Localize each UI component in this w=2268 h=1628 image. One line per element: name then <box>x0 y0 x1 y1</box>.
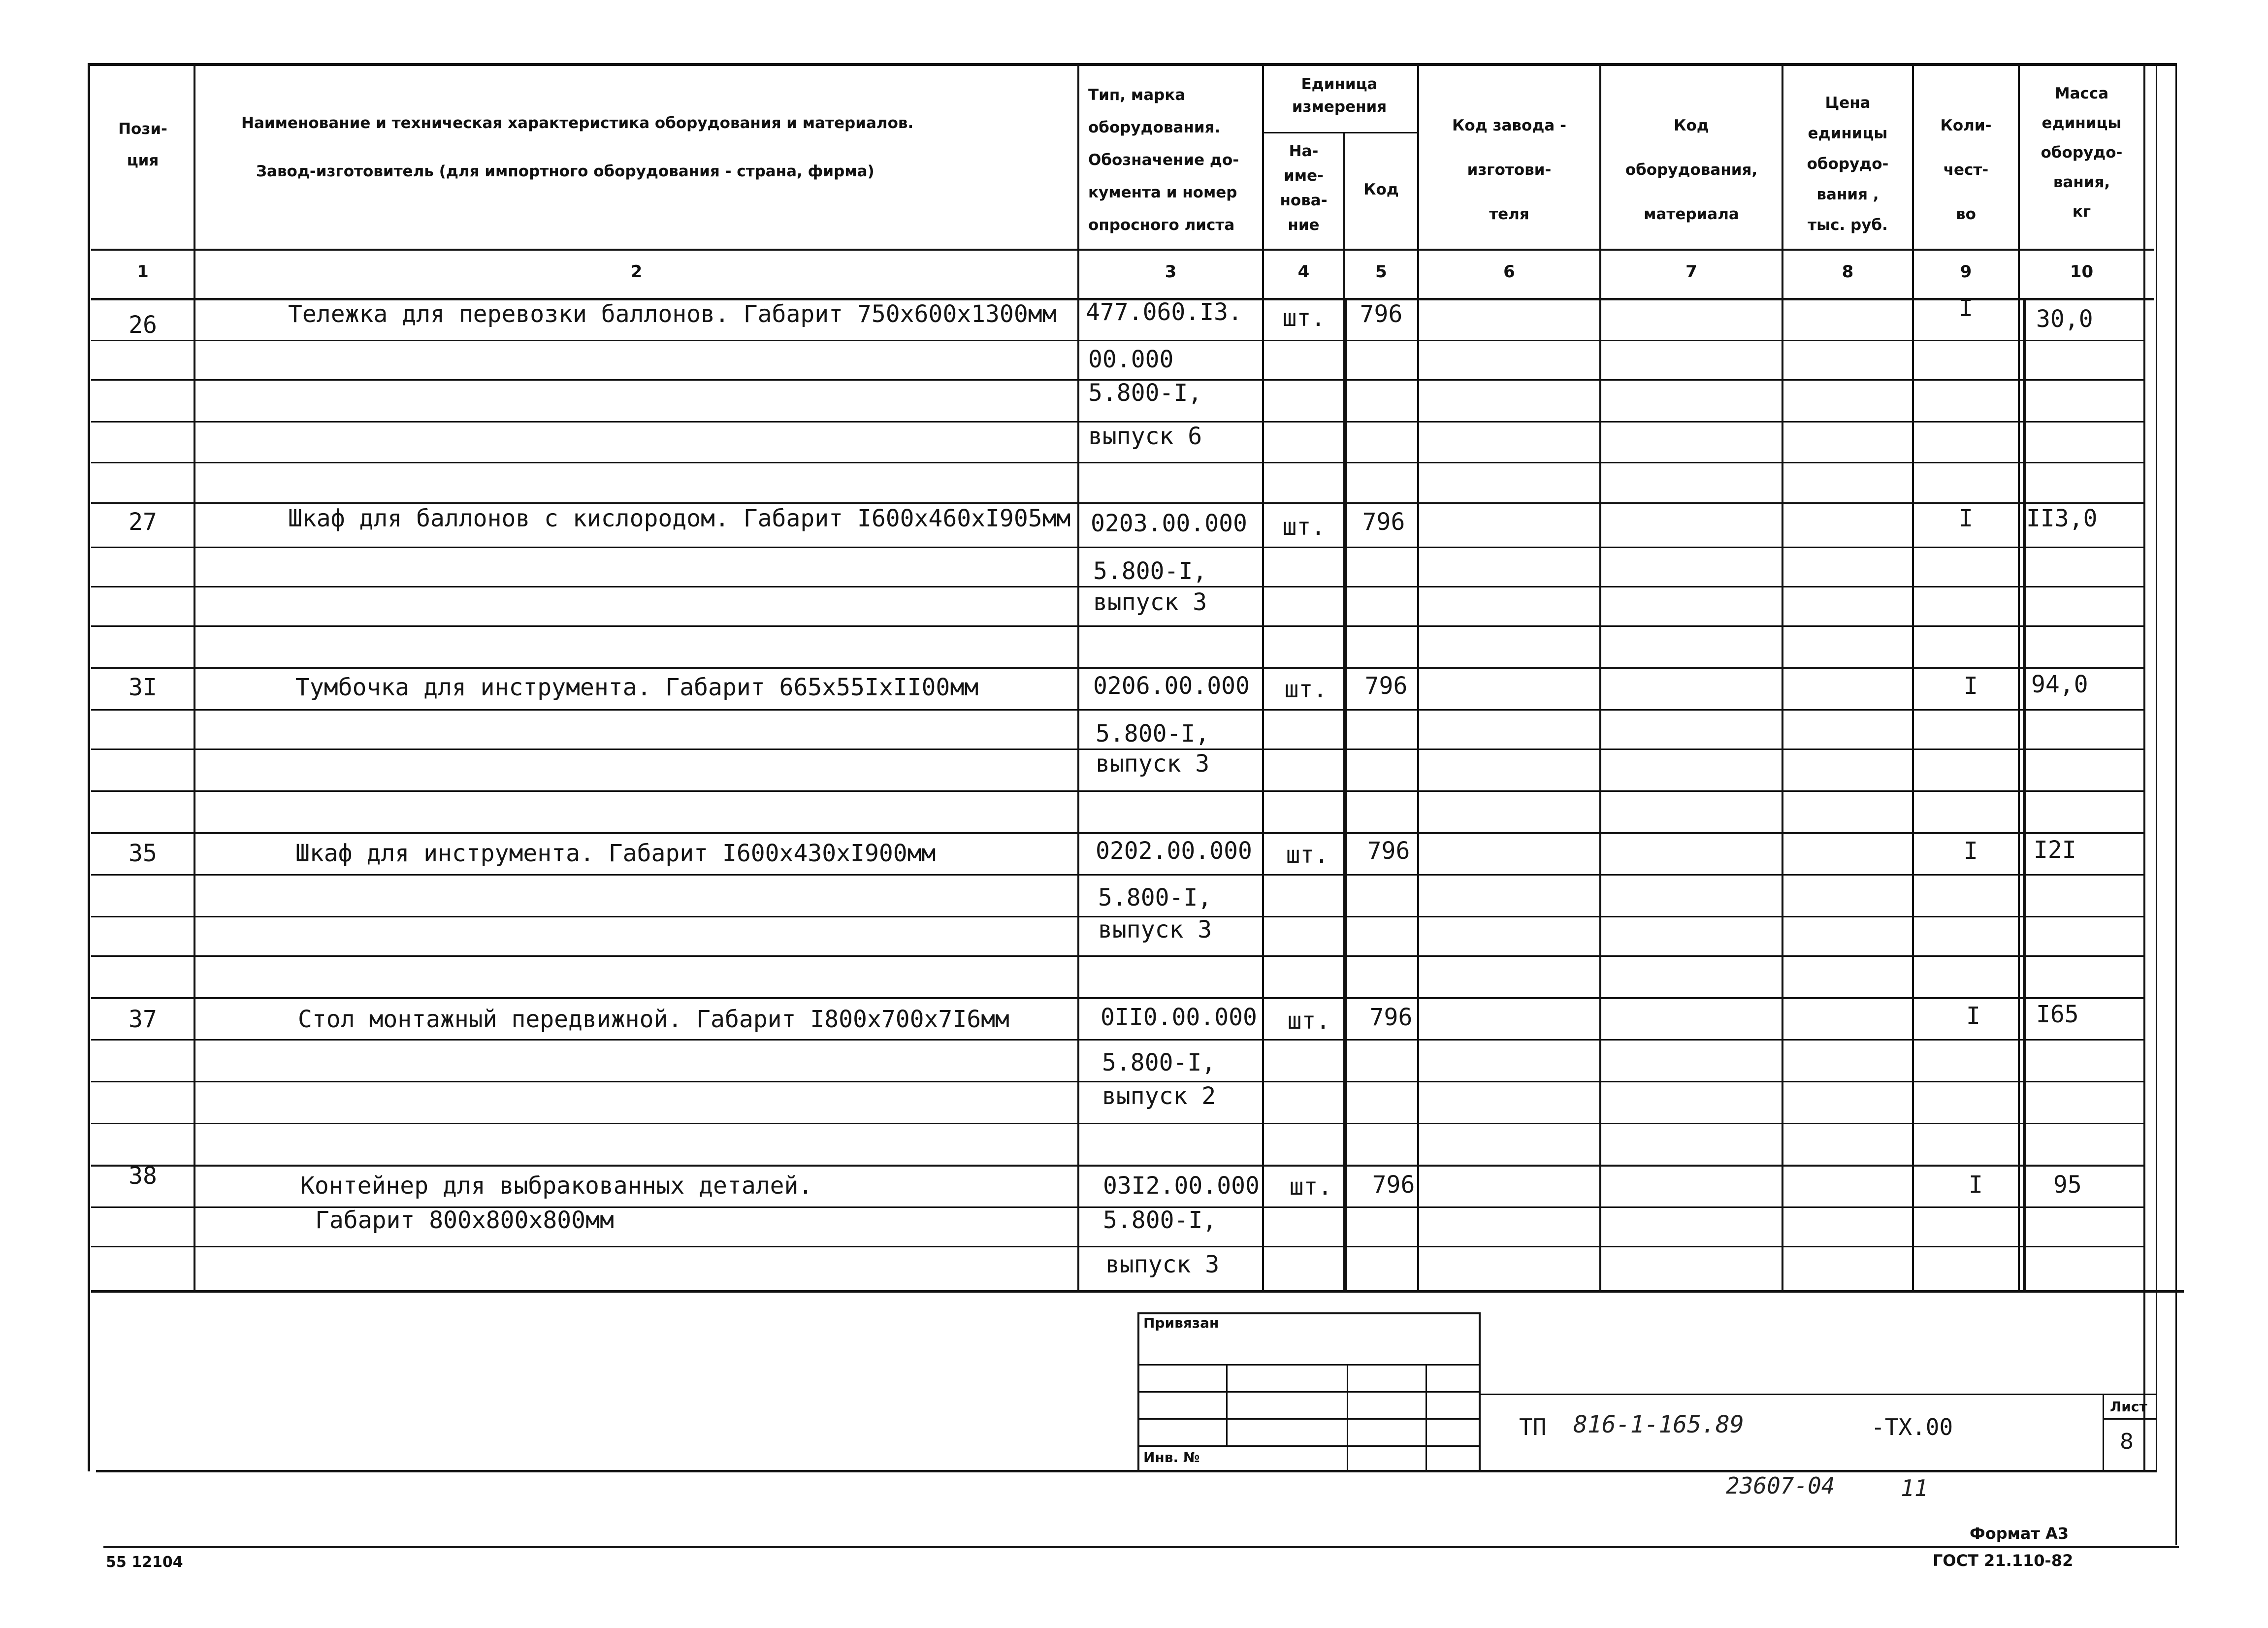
row-unit: шт. <box>1289 1173 1332 1201</box>
row-name: Стол монтажный передвижной. Габарит I800х700х7I6мм <box>298 1006 1009 1033</box>
column-number-8: 8 <box>1842 262 1854 282</box>
header-position: Пози- ция <box>118 120 167 169</box>
row-qty: I <box>1969 1171 1983 1199</box>
header-name-line1: Наименование и техническая характеристика оборудования и материалов. <box>241 114 914 132</box>
row-type: 5.800-I, <box>1096 720 1210 748</box>
row-type: выпуск 3 <box>1098 916 1212 944</box>
column-number-10: 10 <box>2070 262 2094 282</box>
row-type: 0203.00.000 <box>1091 510 1247 537</box>
row-position: 27 <box>129 508 157 536</box>
column-number-5: 5 <box>1375 262 1387 282</box>
row-type: 00.000 <box>1088 346 1174 373</box>
row-qty: I <box>1964 837 1978 865</box>
row-qty: I <box>1959 294 1973 322</box>
row-position: 35 <box>129 840 157 867</box>
row-code: 796 <box>1360 300 1403 328</box>
header-type: Тип, марка оборудования. Обозначение до- кумента и номер опросного листа <box>1088 86 1239 234</box>
header-unit-code: Код <box>1363 181 1399 198</box>
row-position: 37 <box>129 1006 157 1033</box>
row-name: Тумбочка для инструмента. Габарит 665х55IхII00мм <box>295 674 979 701</box>
bottom-rule <box>103 1546 2179 1548</box>
sheet-number: 8 <box>2120 1429 2134 1454</box>
row-type: выпуск 3 <box>1105 1251 1220 1278</box>
row-type: выпуск 3 <box>1096 750 1210 778</box>
row-type: выпуск 3 <box>1093 588 1207 616</box>
column-number-2: 2 <box>630 262 643 282</box>
column-number-3: 3 <box>1165 262 1177 282</box>
row-qty: I <box>1966 1002 1980 1030</box>
row-mass: 30,0 <box>2036 305 2093 333</box>
row-name: Тележка для перевозки баллонов. Габарит 750х600х1300мм <box>288 300 1057 328</box>
row-type: выпуск 2 <box>1102 1082 1216 1110</box>
row-code: 796 <box>1362 508 1405 536</box>
row-type: 5.800-I, <box>1098 884 1212 912</box>
column-number-4: 4 <box>1297 262 1310 282</box>
row-mass: II3,0 <box>2026 505 2098 532</box>
header-unit-name: На- име- нова- ние <box>1280 142 1328 234</box>
row-qty: I <box>1959 505 1973 532</box>
row-mass: 95 <box>2053 1171 2082 1199</box>
column-number-9: 9 <box>1960 262 1972 282</box>
row-code: 796 <box>1369 1004 1413 1031</box>
row-mass: I2I <box>2034 836 2076 864</box>
row-type: 03I2.00.000 <box>1103 1172 1260 1200</box>
row-type: 5.800-I, <box>1103 1206 1217 1234</box>
format-label: Формат А3 <box>1970 1524 2069 1543</box>
row-code: 796 <box>1367 837 1410 865</box>
row-code: 796 <box>1372 1171 1415 1199</box>
row-position: 26 <box>129 311 157 339</box>
inventory-number-label: Инв. № <box>1143 1449 1200 1465</box>
row-type: 0206.00.000 <box>1093 672 1250 700</box>
row-type: 0202.00.000 <box>1096 837 1252 865</box>
gost-label: ГОСТ 21.110-82 <box>1933 1551 2074 1570</box>
row-type: 0II0.00.000 <box>1101 1004 1257 1031</box>
header-mass: Масса единицы оборудо- вания, кг <box>2041 85 2123 221</box>
header-equipment-code: Код оборудования, материала <box>1625 117 1758 223</box>
column-number-7: 7 <box>1685 262 1697 282</box>
archive-number: 23607-04 <box>1726 1472 1835 1499</box>
doc-code-suffix: -ТХ.00 <box>1871 1414 1953 1440</box>
row-qty: I <box>1964 672 1978 700</box>
header-name-line2: Завод-изготовитель (для импортного оборудования - страна, фирма) <box>256 163 875 180</box>
print-code: 55 12104 <box>106 1554 183 1571</box>
row-name: Шкаф для инструмента. Габарит I600х430хI900мм <box>295 840 936 867</box>
doc-code-prefix: ТП <box>1519 1414 1547 1440</box>
row-type: 5.800-I, <box>1088 379 1202 407</box>
row-position: 38 <box>129 1162 157 1190</box>
header-unit-group: Единица измерения <box>1292 75 1387 116</box>
privyazan-label: Привязан <box>1143 1315 1219 1331</box>
header-price: Цена единицы оборудо- вания , тыс. руб. <box>1807 94 1889 234</box>
row-unit: шт. <box>1284 676 1328 703</box>
row-type: 5.800-I, <box>1102 1049 1216 1076</box>
column-number-1: 1 <box>137 262 149 282</box>
row-type: 5.800-I, <box>1093 557 1207 585</box>
row-position: 3I <box>129 674 157 701</box>
row-name: Габарит 800х800х800мм <box>315 1206 614 1234</box>
sheet-label: Лист <box>2110 1399 2147 1415</box>
row-code: 796 <box>1364 672 1408 700</box>
row-type: 477.060.I3. <box>1086 298 1242 326</box>
row-unit: шт. <box>1282 513 1326 541</box>
row-unit: шт. <box>1282 304 1326 332</box>
header-quantity: Коли- чест- во <box>1940 117 1992 223</box>
row-mass: I65 <box>2036 1001 2079 1028</box>
row-unit: шт. <box>1286 841 1329 869</box>
column-number-6: 6 <box>1503 262 1515 282</box>
row-name: Контейнер для выбракованных деталей. <box>300 1172 813 1200</box>
row-type: выпуск 6 <box>1088 423 1202 450</box>
row-unit: шт. <box>1287 1007 1330 1035</box>
row-mass: 94,0 <box>2031 671 2088 698</box>
archive-sheet: 11 <box>1901 1475 1928 1501</box>
header-factory-code: Код завода - изготови- теля <box>1452 117 1566 223</box>
row-name: Шкаф для баллонов с кислородом. Габарит I600х460хI905мм <box>288 505 1071 532</box>
doc-code-handwritten: 816-1-165.89 <box>1573 1411 1744 1438</box>
